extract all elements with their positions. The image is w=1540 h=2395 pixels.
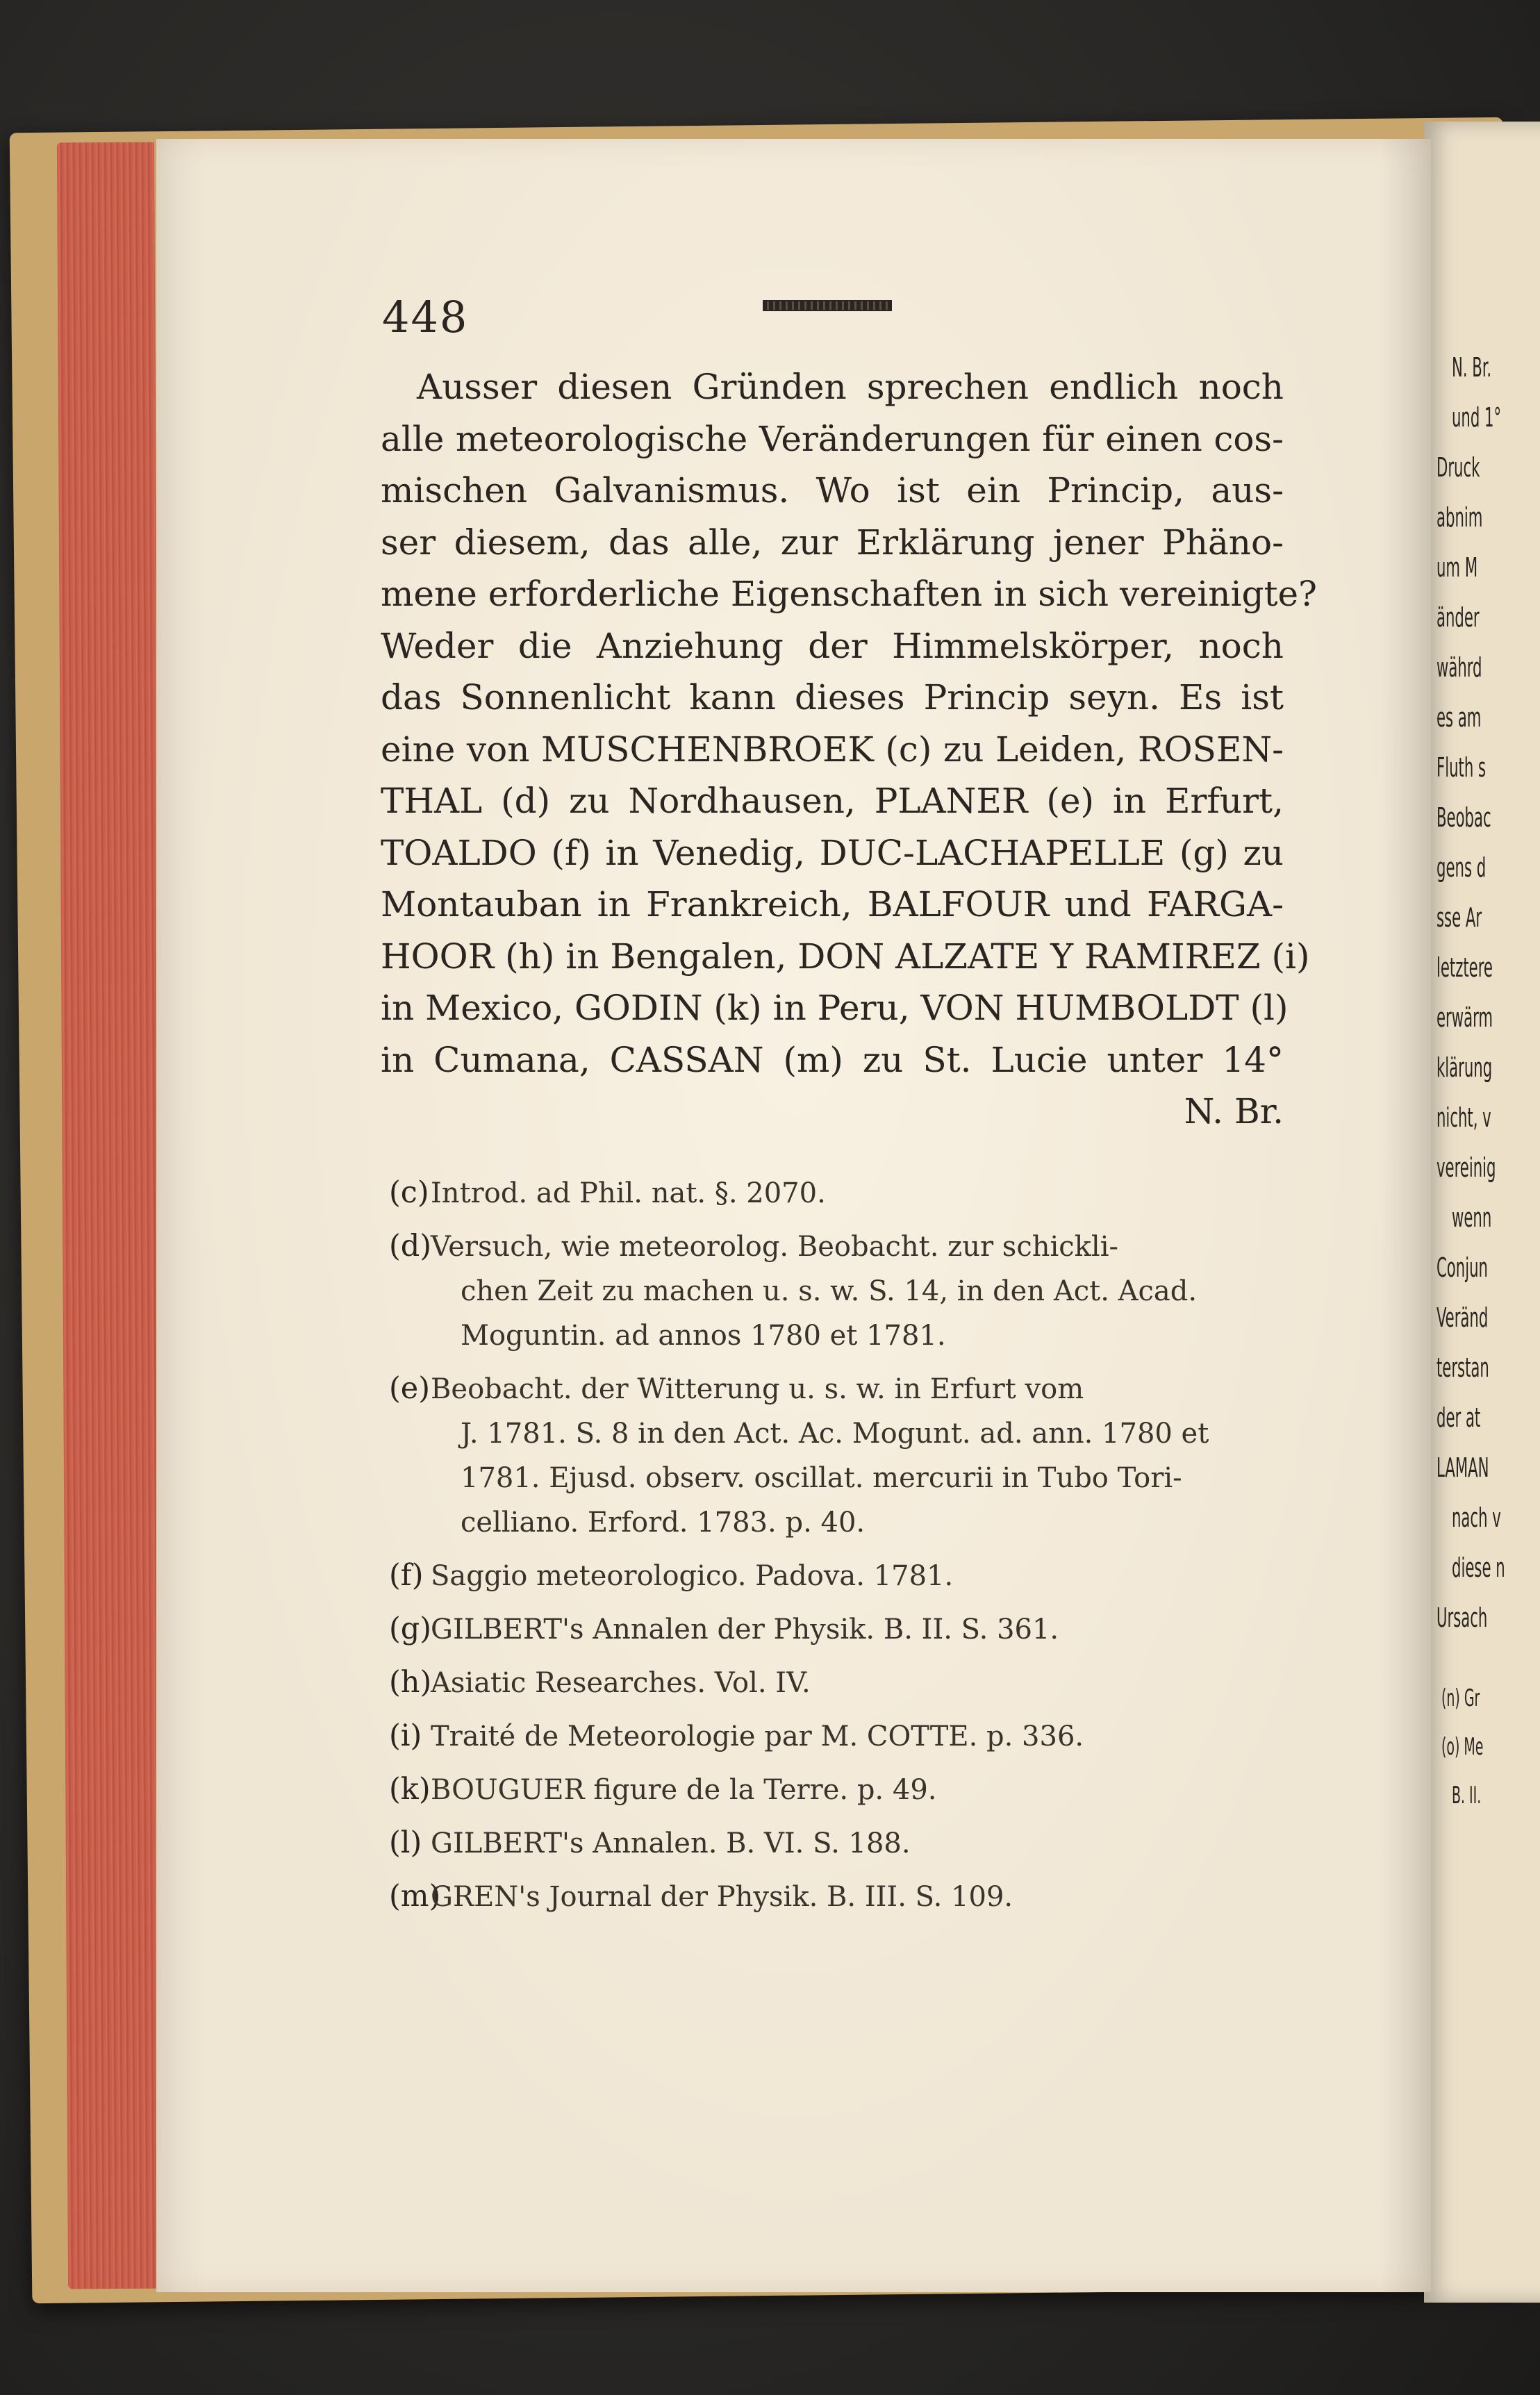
facing-page [1424,122,1540,2303]
facing-line: es am [1436,702,1482,733]
text-line: eine von MUSCHENBROEK (c) zu Leiden, ROSEN- [381,729,1284,770]
text-line: Ausser diesen Gründen sprechen endlich noch [417,367,1284,407]
footnote-mark: (d) [389,1229,432,1263]
text-line: ser diesem, das alle, zur Erklärung jener Phäno- [381,522,1284,563]
footnote-line: BOUGUER figure de la Terre. p. 49. [431,1774,937,1806]
facing-line: um M [1436,552,1478,583]
facing-line: Conjun [1436,1252,1488,1283]
text-line: HOOR (h) in Bengalen, DON ALZATE Y RAMIREZ (i) [381,936,1310,977]
facing-line: Beobac [1436,802,1491,833]
footnote-mark: (k) [389,1772,431,1807]
footnote-mark: (g) [389,1611,432,1646]
footnote-line: GILBERT's Annalen der Physik. B. II. S. 361. [431,1614,1059,1646]
text-line: TOALDO (f) in Venedig, DUC-LACHAPELLE (g) zu [381,832,1284,873]
footnote-line: GREN's Journal der Physik. B. III. S. 109. [431,1881,1013,1913]
facing-line: erwärm [1436,1002,1493,1033]
footnote-line: Traité de Meteorologie par M. COTTE. p. 336. [431,1721,1084,1752]
footnote [389,1874,1285,1919]
facing-footnote: (n) Gr [1441,1684,1480,1712]
footnote [389,1170,1285,1216]
facing-line: währd [1436,652,1482,683]
footnote-line: Saggio meteorologico. Padova. 1781. [431,1560,954,1592]
footnote-line: Beobacht. der Witterung u. s. w. in Erfurt vom [431,1373,1084,1405]
page-number: 448 [382,292,469,342]
main-text [381,361,1317,1138]
text-line: das Sonnenlicht kann dieses Princip seyn. Es ist [381,677,1284,718]
footnote-mark: (i) [389,1718,422,1753]
footnote [389,1607,1285,1652]
footnote [389,1714,1285,1759]
footnote [389,1366,1285,1545]
text-line: mischen Galvanismus. Wo ist ein Princip, aus- [381,470,1284,511]
text-line: in Cumana, CASSAN (m) zu St. Lucie unter 14° [381,1039,1284,1080]
footnote [389,1821,1285,1866]
footnote [389,1767,1285,1812]
footnote-line: GILBERT's Annalen. B. VI. S. 188. [431,1828,911,1859]
facing-line: klärung [1436,1052,1493,1083]
footnote [389,1224,1285,1358]
page-edges [57,142,165,2289]
text-line: alle meteorologische Veränderungen für einen cos- [381,418,1284,459]
footnote-mark: (c) [389,1175,429,1210]
footnote-mark: (f) [389,1558,424,1593]
footnotes [389,1170,1285,1928]
footnote-line: Versuch, wie meteorolog. Beobacht. zur schickli- [431,1231,1119,1263]
text-line: N. Br. [1184,1091,1284,1132]
facing-line: der at [1436,1402,1481,1433]
footnote-line: Asiatic Researches. Vol. IV. [431,1667,811,1699]
facing-line: und 1° [1452,402,1502,433]
header-ornament [763,300,892,311]
text-line: Weder die Anziehung der Himmelskörper, noch [381,625,1284,666]
facing-line: gens d [1436,852,1487,883]
footnote-mark: (m) [389,1879,441,1914]
facing-line: abnim [1436,502,1483,533]
facing-line: LAMAN [1436,1452,1489,1483]
text-line: mene erforderliche Eigenschaften in sich vereinigte? [381,574,1317,614]
footnote-line: Introd. ad Phil. nat. §. 2070. [431,1177,826,1209]
facing-line: Ursach [1436,1602,1488,1633]
footnote-line: chen Zeit zu machen u. s. w. S. 14, in den Act. Acad. [461,1275,1198,1307]
facing-line: nach v [1452,1502,1501,1533]
text-line: Montauban in Frankreich, BALFOUR und FARGA- [381,884,1284,925]
facing-line: N. Br. [1452,352,1492,383]
facing-line: terstan [1436,1352,1489,1383]
footnote [389,1660,1285,1705]
facing-line: wenn [1452,1202,1492,1233]
facing-line: änder [1436,602,1480,633]
footnote-line: Moguntin. ad annos 1780 et 1781. [461,1320,946,1352]
footnote-line: J. 1781. S. 8 in den Act. Ac. Mogunt. ad. ann. 1780 et [461,1418,1209,1450]
facing-line: diese n [1452,1552,1505,1583]
footnote-mark: (h) [389,1665,432,1700]
text-line: in Mexico, GODIN (k) in Peru, VON HUMBOLDT (l) [381,988,1289,1028]
footnote [389,1553,1285,1598]
facing-line: letztere [1436,952,1493,983]
facing-line: Fluth s [1436,752,1487,783]
facing-line: vereinig [1436,1152,1496,1183]
footnote-line: celliano. Erford. 1783. p. 40. [461,1507,866,1539]
facing-line: Druck [1436,452,1480,483]
facing-line: nicht, v [1436,1102,1491,1133]
facing-line: Veränd [1436,1302,1489,1333]
facing-footnote: B. II. [1452,1782,1482,1809]
text-line: THAL (d) zu Nordhausen, PLANER (e) in Erfurt, [381,781,1284,821]
footnote-mark: (l) [389,1825,422,1860]
facing-footnote: (o) Me [1441,1733,1484,1761]
footnote-mark: (e) [389,1371,430,1406]
facing-line: sse Ar [1436,902,1482,933]
footnote-line: 1781. Ejusd. observ. oscillat. mercurii in Tubo Tori- [461,1462,1182,1494]
